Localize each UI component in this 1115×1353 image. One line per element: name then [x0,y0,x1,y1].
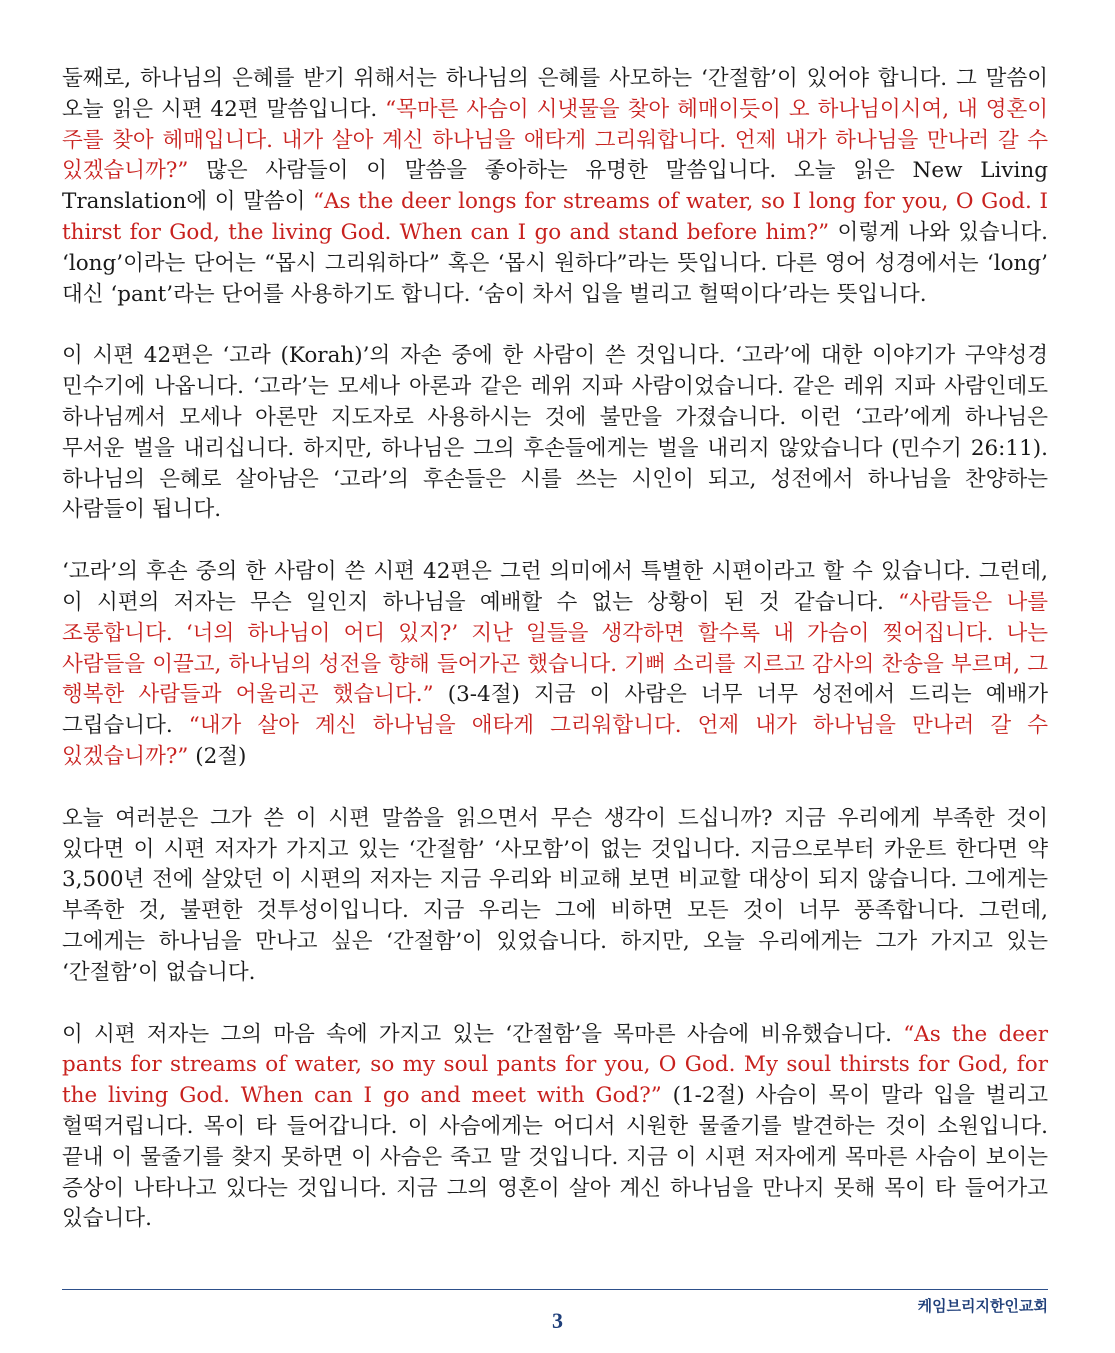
church-name: 케임브리지한인교회 [917,1297,1048,1315]
footer-divider [62,1289,1048,1290]
text-span: 많은 사람들이 이 말씀을 좋아하는 유명한 말씀입니다. 오늘 읽은 New Living Translation에 이 말씀이 [62,158,1048,215]
paragraph-3 [62,557,1048,773]
text-span: 둘째로, 하나님의 은혜를 받기 위해서는 하나님의 은혜를 사모하는 ‘간절함’이 있어야 합니다. 그 말씀이 오늘 읽은 시편 42편 말씀입니다. [62,66,1048,122]
page-number: 3 [552,1308,563,1333]
paragraph-4 [62,804,1048,989]
scripture-quote: “사람들은 나를 조롱합니다. ‘너의 하나님이 어디 있지?’ 지난 일들을 생각하면 할수록 내 가슴이 찢어집니다. 나는 사람들을 이끌고, 하나님의 성전을 향해 들어가곤 했습니다. 기뻐 소리를 지르고 감사의 찬송을 부르며, 그 행복한 사람들과 어울리곤 했습니다.” [62,589,1048,708]
text-span: 이 시편 저자는 그의 마음 속에 가지고 있는 ‘간절함’을 목마른 사슴에 비유했습니다. [62,1021,904,1047]
text-span: 이렇게 나와 있습니다. ‘long’이라는 단어는 “몹시 그리워하다” 혹은 ‘몹시 원하다”라는 뜻입니다. 다른 영어 성경에서는 ‘long’ 대신 ‘pant’라는 단어를 사용하기도 합니다. ‘숨이 차서 입을 벌리고 헐떡이다’라는 뜻입니다. [62,219,1048,307]
text-span: (3-4절) 지금 이 사람은 너무 너무 성전에서 드리는 예배가 그립습니다. [62,682,1048,739]
document-body [62,64,1048,1266]
paragraph-2 [62,341,1048,526]
scripture-quote: “As the deer longs for streams of water, so I long for you, O God. I thirst for God, the living God. When can I go and stand before him?” [62,189,1048,245]
paragraph-5 [62,1020,1048,1236]
text-span: (2절) [188,743,247,769]
scripture-quote: “As the deer pants for streams of water, so my soul pants for you, O God. My soul thirsts for God, for the living God. When can I go and meet with God?” [62,1021,1048,1109]
scripture-quote: “내가 살아 계신 하나님을 애타게 그리워합니다. 언제 내가 하나님을 만나러 갈 수 있겠습니까?” [62,713,1049,769]
text-span: (1-2절) 사슴이 목이 말라 입을 벌리고 헐떡거립니다. 목이 타 들어갑니다. 이 사슴에게는 어디서 시원한 물줄기를 발견하는 것이 소원입니다. 끝내 이 물줄기를 찾지 못하면 이 사슴은 죽고 말 것입니다. 지금 이 시편 저자에게 목마른 사슴이 보이는 증상이 나타나고 있다는 것입니다. 지금 그의 영혼이 살아 계신 하나님을 만나지 못해 목이 타 들어가고 있습니다. [62,1083,1048,1232]
text-span: ‘고라’의 후손 중의 한 사람이 쓴 시편 42편은 그런 의미에서 특별한 시편이라고 할 수 있습니다. 그런데, 이 시편의 저자는 무슨 일인지 하나님을 예배할 수 없는 상황이 된 것 같습니다. [62,559,1048,615]
scripture-quote: “목마른 사슴이 시냇물을 찾아 헤매이듯이 오 하나님이시여, 내 영혼이 주를 찾아 헤매입니다. 내가 살아 계신 하나님을 애타게 그리워합니다. 언제 내가 하나님을 만나러 갈 수 있겠습니까?” [62,96,1048,184]
text-span: 오늘 여러분은 그가 쓴 이 시편 말씀을 읽으면서 무슨 생각이 드십니까? 지금 우리에게 부족한 것이 있다면 이 시편 저자가 가지고 있는 ‘간절함’ ‘사모함’이 없는 것입니다. 지금으로부터 카운트 한다면 약 3,500년 전에 살았던 이 시편의 저자는 지금 우리와 비교해 보면 비교할 대상이 되지 않습니다. 그에게는 부족한 것, 불편한 것투성이입니다. 지금 우리는 그에 비하면 모든 것이 너무 풍족합니다. 그런데, 그에게는 하나님을 만나고 싶은 ‘간절함’이 있었습니다. 하지만, 오늘 우리에게는 그가 가지고 있는 ‘간절함’이 없습니다. [62,805,1048,985]
text-span: 이 시편 42편은 ‘고라 (Korah)’의 자손 중에 한 사람이 쓴 것입니다. ‘고라’에 대한 이야기가 구약성경 민수기에 나옵니다. ‘고라’는 모세나 아론과 같은 레위 지파 사람이었습니다. 같은 레위 지파 사람인데도 하나님께서 모세나 아론만 지도자로 사용하시는 것에 불만을 가졌습니다. 이런 ‘고라’에게 하나님은 무서운 벌을 내리십니다. 하지만, 하나님은 그의 후손들에게는 벌을 내리지 않았습니다 (민수기 26:11). 하나님의 은혜로 살아남은 ‘고라’의 후손들은 시를 쓰는 시인이 되고, 성전에서 하나님을 찬양하는 사람들이 됩니다. [62,343,1048,523]
paragraph-1 [62,64,1048,310]
